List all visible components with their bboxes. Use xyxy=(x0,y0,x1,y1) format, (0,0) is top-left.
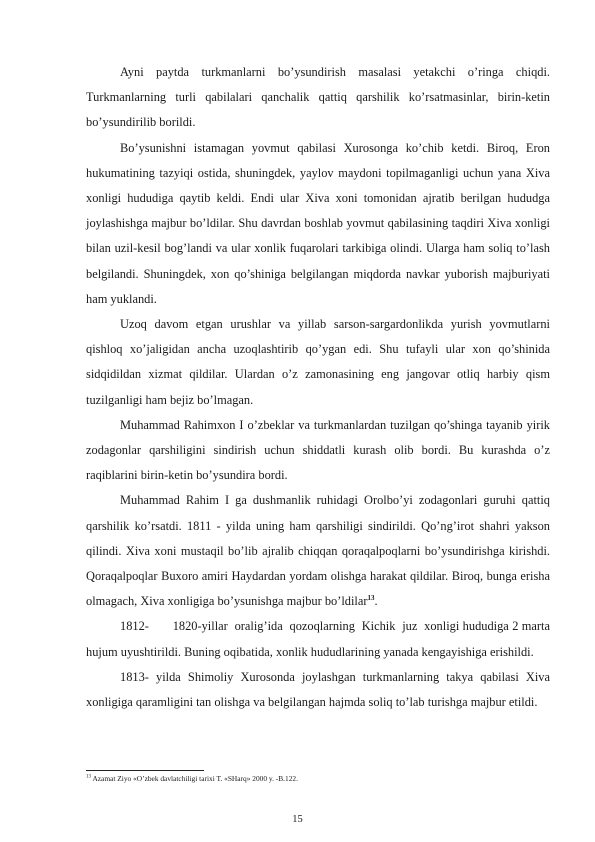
page-body xyxy=(86,60,554,715)
footnote-marker: 13 xyxy=(86,774,91,780)
footnote xyxy=(86,774,550,784)
footnote-text: Azamat Ziyo «O’zbek davlatchiligi tarixi T. «SHarq» 2000 y. -B.122. xyxy=(91,774,298,783)
paragraph-1: Ayni paytda turkmanlarni bo’ysundirish masalasi yetakchi o’ringa chiqdi. Turkmanlarning turli qabilalari qanchalik qattiq qarshilik ko’rsatmasinlar, birin-ketin bo’ysundirilib borildi. xyxy=(86,65,550,130)
paragraph-2: Bo’ysunishni istamagan yovmut qabilasi Xurosonga ko’chib ketdi. Biroq, Eron hukumatining tazyiqi ostida, shuningdek, yaylov maydoni topilmaganligi uchun yana Xiva xonligi hududiga qaytib keldi. Endi ular Xiva xoni tomonidan ajratib berilgan hududga joylashishga majbur bo’ldilar. Shu davrdan boshlab yovmut qabilasining taqdiri Xiva xonligi bilan uzil-kesil bog’landi va ular xonlik fuqarolari tarkibiga olindi. Ularga ham soliq to’lash belgilandi. Shuningdek, xon qo’shiniga belgilangan miqdorda navkar yuborish majburiyati ham yuklandi. xyxy=(86,140,550,306)
paragraph-5 xyxy=(86,488,550,614)
page-number: 15 xyxy=(292,814,303,825)
paragraph-5-end: . xyxy=(374,594,378,609)
paragraph-5-text: Muhammad Rahim I ga dushmanlik ruhidagi Orolbo’yi zodagonlari guruhi qattiq qarshilik ko’rsatdi. 1811 - yilda uning ham qarshiligi sindirildi. Qo’ng’irot shahri yakson qilindi. Xiva xoni mustaqil bo’lib ajralib chiqqan qoraqalpoqlarni bo’ysundirishga kirishdi. Qoraqalpoqlar Buxoro amiri Haydardan yordam olishga harakat qildilar. Biroq, bunga erisha olmagach, Xiva xonligiga bo’ysunishga majbur bo’ldilar xyxy=(86,493,550,609)
paragraph-6: 1812- 1820-yillar oralig’ida qozoqlarning Kichik juz xonligi hududiga 2 marta hujum uyushtirildi. Buning oqibatida, xonlik hududlarining yanada kengayishiga erishildi. xyxy=(86,619,554,659)
paragraph-7: 1813- yilda Shimoliy Xurosonda joylashgan turkmanlarning takya qabilasi Xiva xonligiga qaramligini tan olishga va belgilangan hajmda soliq to’lab turishga majbur etildi. xyxy=(86,669,550,710)
footnote-reference[interactable]: 13 xyxy=(367,594,375,603)
paragraph-4: Muhammad Rahimxon I o’zbeklar va turkmanlardan tuzilgan qo’shinga tayanib yirik zodagonlar qarshiligini sindirish uchun shiddatli kurash olib bordi. Bu kurashda o’z raqiblarini birin-ketin bo’ysundira bordi. xyxy=(86,417,550,483)
footnote-divider xyxy=(86,770,204,771)
paragraph-3: Uzoq davom etgan urushlar va yillab sarson-sargardonlikda yurish yovmutlarni qishloq xo’jaligidan ancha uzoqlashtirib qo’ygan edi. Shu tufayli ular xon qo’shinida sidqidildan xizmat qildilar. Ulardan o’z zamonasining eng jangovar otliq harbiy qism tuzilganligi ham bejiz bo’lmagan. xyxy=(86,317,550,407)
